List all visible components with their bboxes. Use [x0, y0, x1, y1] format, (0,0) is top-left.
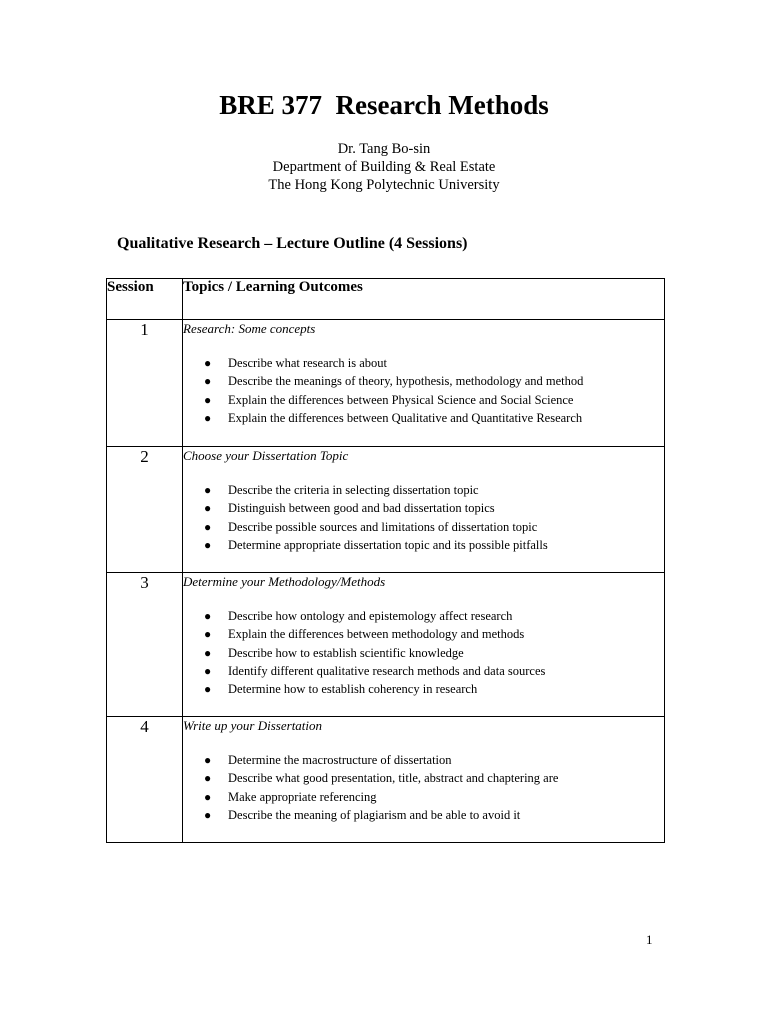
- session-number: 4: [107, 717, 183, 843]
- list-item: [183, 391, 664, 409]
- topic-cell: [183, 573, 665, 717]
- outcome-text: Identify different qualitative research methods and data sources: [228, 663, 546, 678]
- bullet-icon: ●: [204, 392, 212, 407]
- bullet-icon: ●: [204, 483, 212, 497]
- bullet-icon: ●: [204, 374, 212, 389]
- column-header-session: Session: [107, 279, 183, 320]
- column-header-topics: Topics / Learning Outcomes: [183, 279, 665, 320]
- outcome-text: Distinguish between good and bad dissertation topics: [228, 501, 495, 516]
- bullet-icon: ●: [204, 663, 212, 678]
- bullet-icon: ●: [204, 410, 212, 425]
- list-item: [183, 769, 664, 787]
- table-header-row: [107, 279, 665, 320]
- outcome-text: Describe what research is about: [228, 356, 387, 370]
- list-item: [183, 625, 664, 643]
- outcome-text: Determine appropriate dissertation topic and its possible pitfalls: [228, 537, 548, 552]
- outcome-text: Describe what good presentation, title, abstract and chaptering are: [228, 771, 559, 786]
- bullet-icon: ●: [204, 537, 212, 552]
- table-row: [107, 573, 665, 717]
- topic-title: Choose your Dissertation Topic: [183, 448, 349, 463]
- author-name: Dr. Tang Bo-sin: [337, 141, 431, 157]
- bullet-icon: ●: [204, 645, 212, 660]
- topic-title: Write up your Dissertation: [183, 718, 323, 733]
- list-item: [183, 409, 664, 427]
- outcome-list: [183, 751, 664, 824]
- topic-cell: [183, 447, 665, 573]
- outcome-text: Explain the differences between Qualitative and Quantitative Research: [228, 410, 583, 425]
- bullet-icon: ●: [204, 356, 212, 370]
- list-item: [183, 788, 664, 806]
- session-number: 3: [107, 573, 183, 717]
- outcome-text: Describe how to establish scientific knowledge: [228, 645, 464, 660]
- topic-title: Research: Some concepts: [183, 321, 316, 336]
- outcome-text: Explain the differences between methodology and methods: [228, 627, 525, 642]
- outcome-text: Describe possible sources and limitations of dissertation topic: [228, 519, 538, 534]
- bullet-icon: ●: [204, 771, 212, 786]
- outcome-text: Describe the meaning of plagiarism and be able to avoid it: [228, 807, 521, 822]
- outcome-text: Describe the criteria in selecting dissertation topic: [228, 483, 479, 497]
- lecture-outline-table: [106, 278, 665, 843]
- topic-cell: [183, 320, 665, 447]
- document-title: BRE 377 Research Methods: [219, 90, 549, 120]
- outcome-text: Make appropriate referencing: [228, 789, 377, 804]
- bullet-icon: ●: [204, 609, 212, 623]
- list-item: [183, 536, 664, 554]
- bullet-icon: ●: [204, 789, 212, 804]
- list-item: [183, 481, 664, 499]
- outcome-list: [183, 481, 664, 554]
- list-item: [183, 607, 664, 625]
- bullet-icon: ●: [204, 501, 212, 516]
- table-row: [107, 447, 665, 573]
- topic-title: Determine your Methodology/Methods: [183, 574, 386, 589]
- list-item: [183, 662, 664, 680]
- section-heading: Qualitative Research – Lecture Outline (4 Sessions): [117, 235, 468, 252]
- bullet-icon: ●: [204, 753, 212, 767]
- outcome-list: [183, 354, 664, 427]
- session-number: 2: [107, 447, 183, 573]
- outcome-text: Determine how to establish coherency in research: [228, 682, 478, 697]
- table-row: [107, 717, 665, 843]
- session-number: 1: [107, 320, 183, 447]
- bullet-icon: ●: [204, 519, 212, 534]
- list-item: [183, 372, 664, 390]
- bullet-icon: ●: [204, 627, 212, 642]
- outcome-text: Describe how ontology and epistemology affect research: [228, 609, 513, 623]
- outcome-text: Describe the meanings of theory, hypothesis, methodology and method: [228, 374, 584, 389]
- list-item: [183, 354, 664, 372]
- list-item: [183, 680, 664, 698]
- outcome-text: Explain the differences between Physical Science and Social Science: [228, 392, 574, 407]
- author-block: [0, 140, 768, 194]
- list-item: [183, 644, 664, 662]
- list-item: [183, 751, 664, 769]
- page-number: 1: [646, 932, 653, 947]
- topic-cell: [183, 717, 665, 843]
- outcome-list: [183, 607, 664, 698]
- bullet-icon: ●: [204, 682, 212, 697]
- table-row: [107, 320, 665, 447]
- list-item: [183, 499, 664, 517]
- bullet-icon: ●: [204, 807, 212, 822]
- university-name: The Hong Kong Polytechnic University: [268, 177, 500, 193]
- department-name: Department of Building & Real Estate: [272, 159, 496, 175]
- list-item: [183, 518, 664, 536]
- list-item: [183, 806, 664, 824]
- outcome-text: Determine the macrostructure of dissertation: [228, 753, 452, 767]
